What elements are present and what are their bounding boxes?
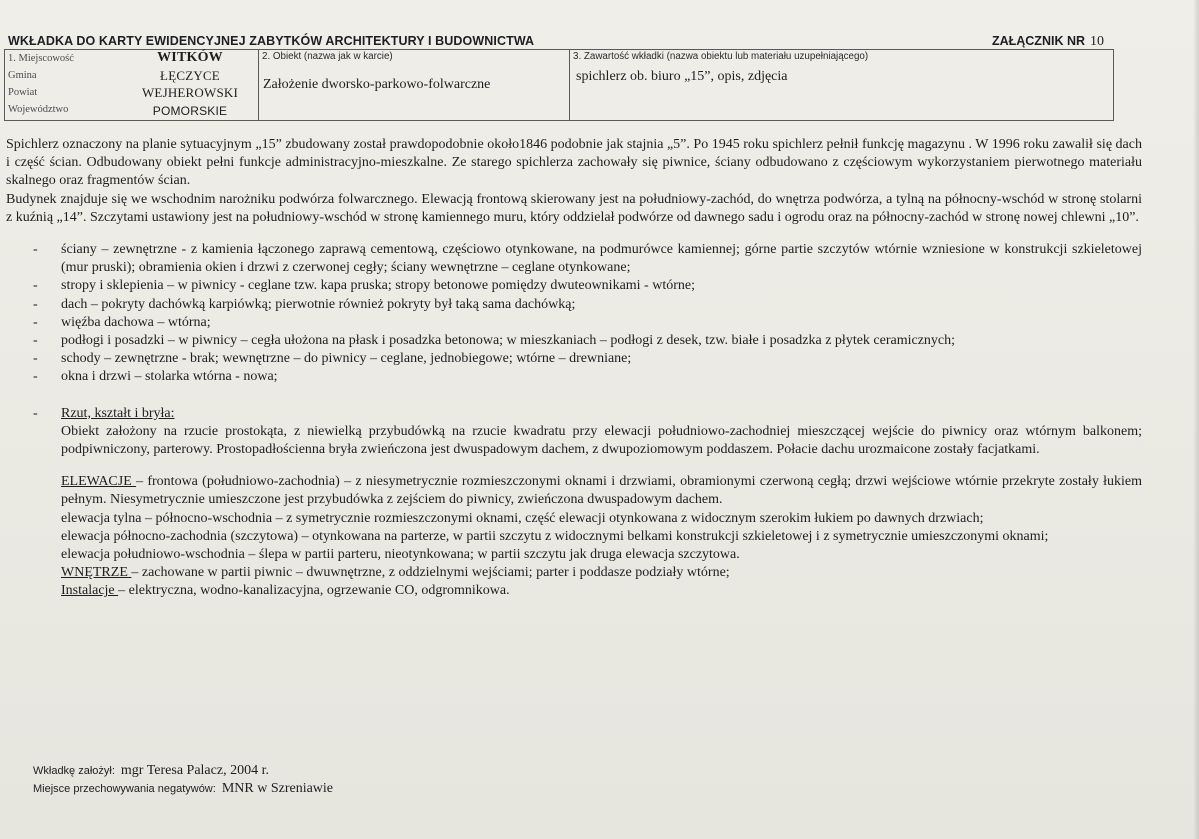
- list-dash: -: [33, 333, 38, 349]
- location-row-county: [5, 84, 258, 101]
- list-dash: -: [33, 369, 38, 385]
- list-item: [6, 296, 1142, 314]
- list-dash: -: [33, 351, 38, 367]
- form-heading: Rzut, kształt i bryła:: [61, 405, 175, 421]
- elevation-front: [6, 473, 1142, 509]
- object-heading: 2. Obiekt (nazwa jak w karcie): [262, 51, 393, 62]
- list-item-text: podłogi i posadzki – w piwnicy – cegła ułożona na płask i posadzka betonowa; w mieszkaniach – podłogi z desek, tzw. białe i posadzka z płytek ceramicznych;: [61, 333, 956, 349]
- county-value: WEJHEROWSKI: [141, 85, 239, 100]
- elevations-heading: ELEWACJE: [61, 474, 137, 490]
- county-label: Powiat: [8, 87, 38, 98]
- list-dash: -: [33, 314, 38, 330]
- interior-text: – zachowane w partii piwnic – dwuwnętrzne, z oddzielnymi wejściami; parter i poddasze podziały wtórne;: [131, 565, 730, 581]
- interior-heading: WNĘTRZE: [61, 565, 132, 581]
- voivodeship-label: Województwo: [8, 104, 69, 115]
- interior-paragraph: [6, 564, 1142, 582]
- list-dash: -: [33, 278, 38, 294]
- list-item-text: schody – zewnętrzne - brak; wewnętrzne – do piwnicy – ceglane, jednobiegowe; wtórne – drewniane;: [61, 351, 632, 367]
- list-item-text: więźba dachowa – wtórna;: [61, 314, 211, 330]
- contents-value: spichlerz ob. biuro „15”, opis, zdjęcia: [576, 69, 788, 84]
- list-dash: -: [33, 296, 38, 312]
- materials-list: [6, 241, 1142, 387]
- spacer: [6, 387, 1142, 401]
- installations-text: – elektryczna, wodno-kanalizacyjna, ogrzewanie CO, odgromnikowa.: [118, 583, 510, 599]
- commune-value: ŁĘCZYCE: [160, 68, 220, 83]
- storage-value: MNR w Szreniawie: [221, 781, 334, 796]
- annex-number: 10: [1090, 34, 1104, 49]
- info-table: [4, 49, 1114, 121]
- annex-label: [992, 34, 1104, 50]
- form-header: [8, 32, 1108, 50]
- list-item: [6, 368, 1142, 386]
- location-row-voivodeship: [5, 101, 258, 118]
- town-label: 1. Miejscowość: [8, 53, 74, 64]
- description-body: [6, 136, 1142, 601]
- author-label: Wkładkę założył:: [33, 765, 115, 777]
- town-value: WITKÓW: [157, 50, 223, 65]
- elevation-rear: elewacja tylna – północno-wschodnia – z symetrycznie rozmieszczonymi oknami, część elewacji otynkowana z widocznym szerokim łukiem po dawnych drzwiach;: [61, 510, 984, 526]
- location-row-town: [5, 50, 258, 67]
- footer-storage: [33, 781, 333, 797]
- intro-paragraph: Spichlerz oznaczony na planie sytuacyjnym „15” zbudowany został prawdopodobnie około1846 podobnie jak stajnia „5”. Po 1945 roku spichlerz pełnił funkcję magazynu . W 1996 roku zawalił się dach i część ścian. Odbudowany obiekt pełni funkcje administracyjno-mieszkalne. Ze starego spichlerza zachowały się piwnice, ściany odbudowano z częściowym wykorzystaniem pierwotnego materiału skalnego oraz fragmentów ścian.: [6, 137, 1142, 189]
- list-item-text: okna i drzwi – stolarka wtórna - nowa;: [61, 369, 278, 385]
- contents-heading: 3. Zawartość wkładki (nazwa obiektu lub materiału uzupełniającego): [573, 51, 869, 62]
- elevation-front-text: – frontowa (południowo-zachodnia) – z niesymetrycznie rozmieszczonymi oknami i drzwiami, obramionymi czerwoną cegłą; drzwi wejściowe wtórnie przekryte zostały łukiem pełnym. Niesymetrycznie umieszczone jest przybudówka z zejściem do piwnicy, zwieńczona dwuspadowym dachem.: [61, 474, 1142, 508]
- voivodeship-value: POMORSKIE: [152, 104, 228, 118]
- list-item: [6, 350, 1142, 368]
- list-item-text: ściany – zewnętrzne - z kamienia łączonego zaprawą cementową, częściowo otynkowane, na podmurówce kamiennej; górne partie szczytów wtórnie wzniesione w konstrukcji szkieletowej (mur pruski); obramienia okien i drzwi z czerwonej cegły; ściany wewnętrzne – ceglane otynkowane;: [61, 242, 1142, 276]
- elevation-northwest: elewacja północno-zachodnia (szczytowa) – otynkowana na parterze, w partii szczytu z widocznymi belkami konstrukcji szkieletowej i z symetrycznie umieszczonymi oknami;: [61, 528, 1049, 544]
- spacer: [6, 459, 1142, 473]
- author-value: mgr Teresa Palacz, 2004 r.: [120, 763, 269, 778]
- contents-cell: [570, 50, 1114, 121]
- location-row-commune: [5, 67, 258, 84]
- object-cell: [259, 50, 570, 121]
- page-edge-shadow: [1193, 0, 1199, 839]
- installations-heading: Instalacje: [61, 583, 119, 599]
- form-title: WKŁADKA DO KARTY EWIDENCYJNEJ ZABYTKÓW ARCHITEKTURY I BUDOWNICTWA: [8, 34, 535, 48]
- list-item: [6, 314, 1142, 332]
- list-dash: -: [33, 405, 38, 421]
- form-section: [6, 405, 1142, 423]
- elevation-southeast: elewacja południowo-wschodnia – ślepa w partii parteru, nieotynkowana; w partii szczytu jak druga elewacja szczytowa.: [61, 547, 740, 563]
- installations-paragraph: [6, 582, 1142, 600]
- location-cell: [5, 50, 259, 121]
- list-item: [6, 277, 1142, 295]
- footer-author: [33, 763, 269, 779]
- list-item: [6, 241, 1142, 277]
- object-value: Założenie dworsko-parkowo-folwarczne: [263, 77, 491, 92]
- commune-label: Gmina: [8, 70, 37, 81]
- list-dash: -: [33, 242, 38, 258]
- list-item-text: dach – pokryty dachówką karpiówką; pierwotnie również pokryty był taką sama dachówką;: [61, 296, 576, 312]
- list-item: [6, 332, 1142, 350]
- location-paragraph: Budynek znajduje się we wschodnim narożniku podwórza folwarcznego. Elewacją frontową skierowany jest na południowy-zachód, do wnętrza podwórza, a tylną na północny-wschód w stronę stolarni z kuźnią „14”. Szczytami ustawiony jest na południowy-wschód w stronę kamiennego muru, który oddzielał podwórze od dawnego sadu i ogrodu oraz na północny-zachód w stronę nowej chlewni „10”.: [6, 191, 1142, 225]
- form-text: Obiekt założony na rzucie prostokąta, z niewielką przybudówką na rzucie kwadratu przy elewacji południowo-zachodniej mieszczącej wejście do piwnicy oraz wtórnym balkonem; podpiwniczony, parterowy. Prostopadłościenna bryła zwieńczona jest dwuspadowym dachem, z dwupoziomowym poddaszem. Połacie dachu urozmaicone zostały facjatkami.: [61, 423, 1142, 458]
- form-heading-item: [6, 405, 1142, 423]
- list-item-text: stropy i sklepienia – w piwnicy - ceglane tzw. kapa pruska; stropy betonowe pomiędzy dwuteownikami - wtórne;: [61, 278, 695, 294]
- storage-label: Miejsce przechowywania negatywów:: [33, 783, 216, 795]
- annex-label-text: ZAŁĄCZNIK NR: [991, 34, 1085, 48]
